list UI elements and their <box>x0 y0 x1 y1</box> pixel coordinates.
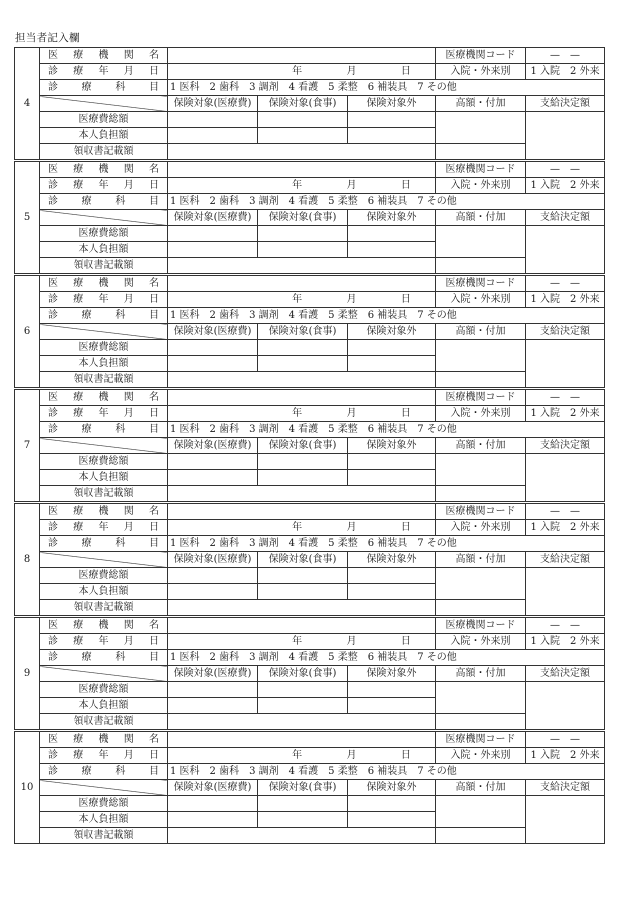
receipt-amount-field[interactable] <box>168 714 436 730</box>
year-label: 年 <box>292 180 303 191</box>
dept-options[interactable]: 1 医科 2 歯科 3 調剤 4 看護 5 柔整 6 補装具 7 その他 <box>168 536 605 552</box>
col-uninsured: 保険対象外 <box>348 666 436 682</box>
year-label: 年 <box>292 522 303 533</box>
dept-options[interactable]: 1 医科 2 歯科 3 調剤 4 看護 5 柔整 6 補装具 7 その他 <box>168 80 605 96</box>
receipt-high-cost[interactable] <box>436 600 526 616</box>
code-label: 医療機関コード <box>436 504 526 520</box>
self-pay-uninsured[interactable] <box>348 812 436 828</box>
page-title: 担当者記入欄 <box>15 32 80 44</box>
total-cost-medical[interactable] <box>168 340 258 356</box>
block-number: 7 <box>15 390 40 502</box>
day-label: 日 <box>400 66 411 77</box>
col-payment-decision: 支給決定額 <box>526 780 605 796</box>
inout-label: 入院・外来別 <box>436 634 526 650</box>
total-cost-medical[interactable] <box>168 682 258 698</box>
col-insured-medical: 保険対象(医療費) <box>168 666 258 682</box>
entry-block <box>14 389 605 502</box>
dept-label: 診 療 科 目 <box>40 80 168 96</box>
day-label: 日 <box>400 294 411 305</box>
date-label: 診 療 年 月 日 <box>40 292 168 308</box>
self-pay-meal[interactable] <box>258 470 348 486</box>
total-cost-label: 医療費総額 <box>40 226 168 242</box>
month-label: 月 <box>346 66 357 77</box>
col-high-cost: 高額・付加 <box>436 96 526 112</box>
month-label: 月 <box>346 408 357 419</box>
dept-label: 診 療 科 目 <box>40 650 168 666</box>
date-field[interactable] <box>168 178 436 194</box>
inout-options[interactable]: 1 入院 2 外来 <box>526 406 605 422</box>
receipt-amount-label: 領収書記載額 <box>40 372 168 388</box>
facility-field[interactable] <box>168 732 436 748</box>
code-field[interactable]: — — <box>526 276 605 292</box>
self-pay-meal[interactable] <box>258 812 348 828</box>
code-label: 医療機関コード <box>436 276 526 292</box>
self-pay-uninsured[interactable] <box>348 584 436 600</box>
col-payment-decision: 支給決定額 <box>526 210 605 226</box>
dept-label: 診 療 科 目 <box>40 764 168 780</box>
receipt-amount-field[interactable] <box>168 828 436 844</box>
col-insured-meal: 保険対象(食事) <box>258 438 348 454</box>
self-pay-medical[interactable] <box>168 356 258 372</box>
col-high-cost: 高額・付加 <box>436 438 526 454</box>
col-insured-medical: 保険対象(医療費) <box>168 324 258 340</box>
total-cost-uninsured[interactable] <box>348 226 436 242</box>
entry-block <box>14 47 605 160</box>
col-uninsured: 保険対象外 <box>348 96 436 112</box>
high-cost-field[interactable] <box>436 568 526 600</box>
receipt-amount-field[interactable] <box>168 258 436 274</box>
facility-label: 医 療 機 関 名 <box>40 162 168 178</box>
facility-label: 医 療 機 関 名 <box>40 618 168 634</box>
code-label: 医療機関コード <box>436 390 526 406</box>
inout-options[interactable]: 1 入院 2 外来 <box>526 64 605 80</box>
self-pay-uninsured[interactable] <box>348 356 436 372</box>
self-pay-uninsured[interactable] <box>348 698 436 714</box>
code-field[interactable]: — — <box>526 48 605 64</box>
self-pay-uninsured[interactable] <box>348 128 436 144</box>
inout-options[interactable]: 1 入院 2 外来 <box>526 634 605 650</box>
col-payment-decision: 支給決定額 <box>526 96 605 112</box>
inout-label: 入院・外来別 <box>436 178 526 194</box>
high-cost-field[interactable] <box>436 226 526 258</box>
facility-field[interactable] <box>168 618 436 634</box>
dept-options[interactable]: 1 医科 2 歯科 3 調剤 4 看護 5 柔整 6 補装具 7 その他 <box>168 650 605 666</box>
col-insured-medical: 保険対象(医療費) <box>168 210 258 226</box>
year-label: 年 <box>292 294 303 305</box>
high-cost-field[interactable] <box>436 340 526 372</box>
code-field[interactable]: — — <box>526 618 605 634</box>
self-pay-meal[interactable] <box>258 356 348 372</box>
year-label: 年 <box>292 750 303 761</box>
facility-label: 医 療 機 関 名 <box>40 504 168 520</box>
receipt-amount-label: 領収書記載額 <box>40 828 168 844</box>
month-label: 月 <box>346 180 357 191</box>
receipt-amount-label: 領収書記載額 <box>40 144 168 160</box>
col-payment-decision: 支給決定額 <box>526 552 605 568</box>
payment-decision-field[interactable] <box>526 796 605 844</box>
total-cost-meal[interactable] <box>258 226 348 242</box>
inout-label: 入院・外来別 <box>436 748 526 764</box>
block-number: 9 <box>15 618 40 730</box>
self-pay-medical[interactable] <box>168 128 258 144</box>
inout-options[interactable]: 1 入院 2 外来 <box>526 292 605 308</box>
total-cost-medical[interactable] <box>168 112 258 128</box>
col-insured-medical: 保険対象(医療費) <box>168 780 258 796</box>
facility-label: 医 療 機 関 名 <box>40 276 168 292</box>
dept-label: 診 療 科 目 <box>40 422 168 438</box>
total-cost-medical[interactable] <box>168 568 258 584</box>
receipt-amount-field[interactable] <box>168 144 436 160</box>
col-insured-meal: 保険対象(食事) <box>258 96 348 112</box>
code-label: 医療機関コード <box>436 732 526 748</box>
total-cost-uninsured[interactable] <box>348 568 436 584</box>
total-cost-uninsured[interactable] <box>348 796 436 812</box>
diagonal-cell <box>40 438 168 454</box>
receipt-amount-field[interactable] <box>168 486 436 502</box>
col-high-cost: 高額・付加 <box>436 552 526 568</box>
receipt-amount-field[interactable] <box>168 372 436 388</box>
self-pay-label: 本人負担額 <box>40 584 168 600</box>
total-cost-uninsured[interactable] <box>348 340 436 356</box>
month-label: 月 <box>346 294 357 305</box>
dept-options[interactable]: 1 医科 2 歯科 3 調剤 4 看護 5 柔整 6 補装具 7 その他 <box>168 308 605 324</box>
receipt-amount-label: 領収書記載額 <box>40 486 168 502</box>
entry-block <box>14 503 605 616</box>
payment-decision-field[interactable] <box>526 112 605 160</box>
inout-label: 入院・外来別 <box>436 520 526 536</box>
self-pay-meal[interactable] <box>258 584 348 600</box>
self-pay-uninsured[interactable] <box>348 242 436 258</box>
col-insured-meal: 保険対象(食事) <box>258 780 348 796</box>
code-field[interactable]: — — <box>526 390 605 406</box>
facility-field[interactable] <box>168 390 436 406</box>
date-label: 診 療 年 月 日 <box>40 634 168 650</box>
total-cost-label: 医療費総額 <box>40 796 168 812</box>
date-field[interactable] <box>168 748 436 764</box>
high-cost-field[interactable] <box>436 112 526 144</box>
entry-block <box>14 617 605 730</box>
receipt-high-cost[interactable] <box>436 486 526 502</box>
date-label: 診 療 年 月 日 <box>40 520 168 536</box>
date-label: 診 療 年 月 日 <box>40 64 168 80</box>
high-cost-field[interactable] <box>436 454 526 486</box>
code-label: 医療機関コード <box>436 162 526 178</box>
date-label: 診 療 年 月 日 <box>40 178 168 194</box>
self-pay-meal[interactable] <box>258 698 348 714</box>
block-number: 5 <box>15 162 40 274</box>
self-pay-label: 本人負担額 <box>40 812 168 828</box>
dept-options[interactable]: 1 医科 2 歯科 3 調剤 4 看護 5 柔整 6 補装具 7 その他 <box>168 194 605 210</box>
col-uninsured: 保険対象外 <box>348 438 436 454</box>
year-label: 年 <box>292 66 303 77</box>
block-number: 8 <box>15 504 40 616</box>
total-cost-uninsured[interactable] <box>348 454 436 470</box>
self-pay-medical[interactable] <box>168 584 258 600</box>
self-pay-medical[interactable] <box>168 698 258 714</box>
facility-label: 医 療 機 関 名 <box>40 48 168 64</box>
inout-label: 入院・外来別 <box>436 292 526 308</box>
block-number: 6 <box>15 276 40 388</box>
total-cost-meal[interactable] <box>258 796 348 812</box>
total-cost-label: 医療費総額 <box>40 682 168 698</box>
facility-label: 医 療 機 関 名 <box>40 732 168 748</box>
receipt-amount-label: 領収書記載額 <box>40 600 168 616</box>
self-pay-meal[interactable] <box>258 128 348 144</box>
total-cost-uninsured[interactable] <box>348 112 436 128</box>
self-pay-label: 本人負担額 <box>40 242 168 258</box>
col-insured-medical: 保険対象(医療費) <box>168 438 258 454</box>
day-label: 日 <box>400 180 411 191</box>
month-label: 月 <box>346 522 357 533</box>
inout-label: 入院・外来別 <box>436 406 526 422</box>
col-high-cost: 高額・付加 <box>436 666 526 682</box>
total-cost-meal[interactable] <box>258 340 348 356</box>
entry-block <box>14 275 605 388</box>
facility-field[interactable] <box>168 162 436 178</box>
inout-options[interactable]: 1 入院 2 外来 <box>526 748 605 764</box>
total-cost-label: 医療費総額 <box>40 112 168 128</box>
col-payment-decision: 支給決定額 <box>526 438 605 454</box>
diagonal-cell <box>40 780 168 796</box>
col-insured-medical: 保険対象(医療費) <box>168 552 258 568</box>
payment-decision-field[interactable] <box>526 454 605 502</box>
date-field[interactable] <box>168 64 436 80</box>
self-pay-medical[interactable] <box>168 470 258 486</box>
total-cost-label: 医療費総額 <box>40 454 168 470</box>
self-pay-label: 本人負担額 <box>40 356 168 372</box>
receipt-high-cost[interactable] <box>436 144 526 160</box>
entry-block <box>14 731 605 844</box>
col-uninsured: 保険対象外 <box>348 210 436 226</box>
payment-decision-field[interactable] <box>526 226 605 274</box>
day-label: 日 <box>400 750 411 761</box>
payment-decision-field[interactable] <box>526 340 605 388</box>
diagonal-cell <box>40 324 168 340</box>
date-label: 診 療 年 月 日 <box>40 748 168 764</box>
diagonal-cell <box>40 210 168 226</box>
total-cost-medical[interactable] <box>168 796 258 812</box>
inout-label: 入院・外来別 <box>436 64 526 80</box>
total-cost-meal[interactable] <box>258 112 348 128</box>
total-cost-label: 医療費総額 <box>40 568 168 584</box>
col-payment-decision: 支給決定額 <box>526 666 605 682</box>
self-pay-medical[interactable] <box>168 242 258 258</box>
total-cost-label: 医療費総額 <box>40 340 168 356</box>
total-cost-uninsured[interactable] <box>348 682 436 698</box>
self-pay-medical[interactable] <box>168 812 258 828</box>
day-label: 日 <box>400 408 411 419</box>
dept-label: 診 療 科 目 <box>40 536 168 552</box>
total-cost-meal[interactable] <box>258 568 348 584</box>
self-pay-meal[interactable] <box>258 242 348 258</box>
receipt-high-cost[interactable] <box>436 714 526 730</box>
col-insured-medical: 保険対象(医療費) <box>168 96 258 112</box>
facility-label: 医 療 機 関 名 <box>40 390 168 406</box>
code-field[interactable]: — — <box>526 732 605 748</box>
self-pay-label: 本人負担額 <box>40 470 168 486</box>
date-label: 診 療 年 月 日 <box>40 406 168 422</box>
facility-field[interactable] <box>168 48 436 64</box>
col-high-cost: 高額・付加 <box>436 324 526 340</box>
col-payment-decision: 支給決定額 <box>526 324 605 340</box>
year-label: 年 <box>292 408 303 419</box>
entry-block <box>14 161 605 274</box>
diagonal-cell <box>40 666 168 682</box>
inout-options[interactable]: 1 入院 2 外来 <box>526 178 605 194</box>
receipt-amount-label: 領収書記載額 <box>40 714 168 730</box>
self-pay-label: 本人負担額 <box>40 128 168 144</box>
date-field[interactable] <box>168 520 436 536</box>
code-label: 医療機関コード <box>436 618 526 634</box>
total-cost-meal[interactable] <box>258 682 348 698</box>
code-label: 医療機関コード <box>436 48 526 64</box>
date-field[interactable] <box>168 406 436 422</box>
col-insured-meal: 保険対象(食事) <box>258 210 348 226</box>
receipt-amount-label: 領収書記載額 <box>40 258 168 274</box>
total-cost-medical[interactable] <box>168 454 258 470</box>
receipt-amount-field[interactable] <box>168 600 436 616</box>
col-uninsured: 保険対象外 <box>348 552 436 568</box>
entry-blocks <box>14 47 604 845</box>
date-field[interactable] <box>168 292 436 308</box>
col-insured-meal: 保険対象(食事) <box>258 666 348 682</box>
payment-decision-field[interactable] <box>526 568 605 616</box>
facility-field[interactable] <box>168 504 436 520</box>
inout-options[interactable]: 1 入院 2 外来 <box>526 520 605 536</box>
month-label: 月 <box>346 636 357 647</box>
month-label: 月 <box>346 750 357 761</box>
receipt-high-cost[interactable] <box>436 828 526 844</box>
dept-label: 診 療 科 目 <box>40 308 168 324</box>
receipt-high-cost[interactable] <box>436 372 526 388</box>
col-uninsured: 保険対象外 <box>348 324 436 340</box>
date-field[interactable] <box>168 634 436 650</box>
payment-decision-field[interactable] <box>526 682 605 730</box>
receipt-high-cost[interactable] <box>436 258 526 274</box>
self-pay-label: 本人負担額 <box>40 698 168 714</box>
year-label: 年 <box>292 636 303 647</box>
code-field[interactable]: — — <box>526 162 605 178</box>
col-high-cost: 高額・付加 <box>436 210 526 226</box>
day-label: 日 <box>400 636 411 647</box>
col-high-cost: 高額・付加 <box>436 780 526 796</box>
diagonal-cell <box>40 552 168 568</box>
dept-options[interactable]: 1 医科 2 歯科 3 調剤 4 看護 5 柔整 6 補装具 7 その他 <box>168 422 605 438</box>
col-insured-meal: 保険対象(食事) <box>258 324 348 340</box>
diagonal-cell <box>40 96 168 112</box>
self-pay-uninsured[interactable] <box>348 470 436 486</box>
col-insured-meal: 保険対象(食事) <box>258 552 348 568</box>
facility-field[interactable] <box>168 276 436 292</box>
high-cost-field[interactable] <box>436 796 526 828</box>
dept-options[interactable]: 1 医科 2 歯科 3 調剤 4 看護 5 柔整 6 補装具 7 その他 <box>168 764 605 780</box>
block-number: 4 <box>15 48 40 160</box>
total-cost-meal[interactable] <box>258 454 348 470</box>
day-label: 日 <box>400 522 411 533</box>
total-cost-medical[interactable] <box>168 226 258 242</box>
col-uninsured: 保険対象外 <box>348 780 436 796</box>
dept-label: 診 療 科 目 <box>40 194 168 210</box>
high-cost-field[interactable] <box>436 682 526 714</box>
block-number: 10 <box>15 732 40 844</box>
code-field[interactable]: — — <box>526 504 605 520</box>
